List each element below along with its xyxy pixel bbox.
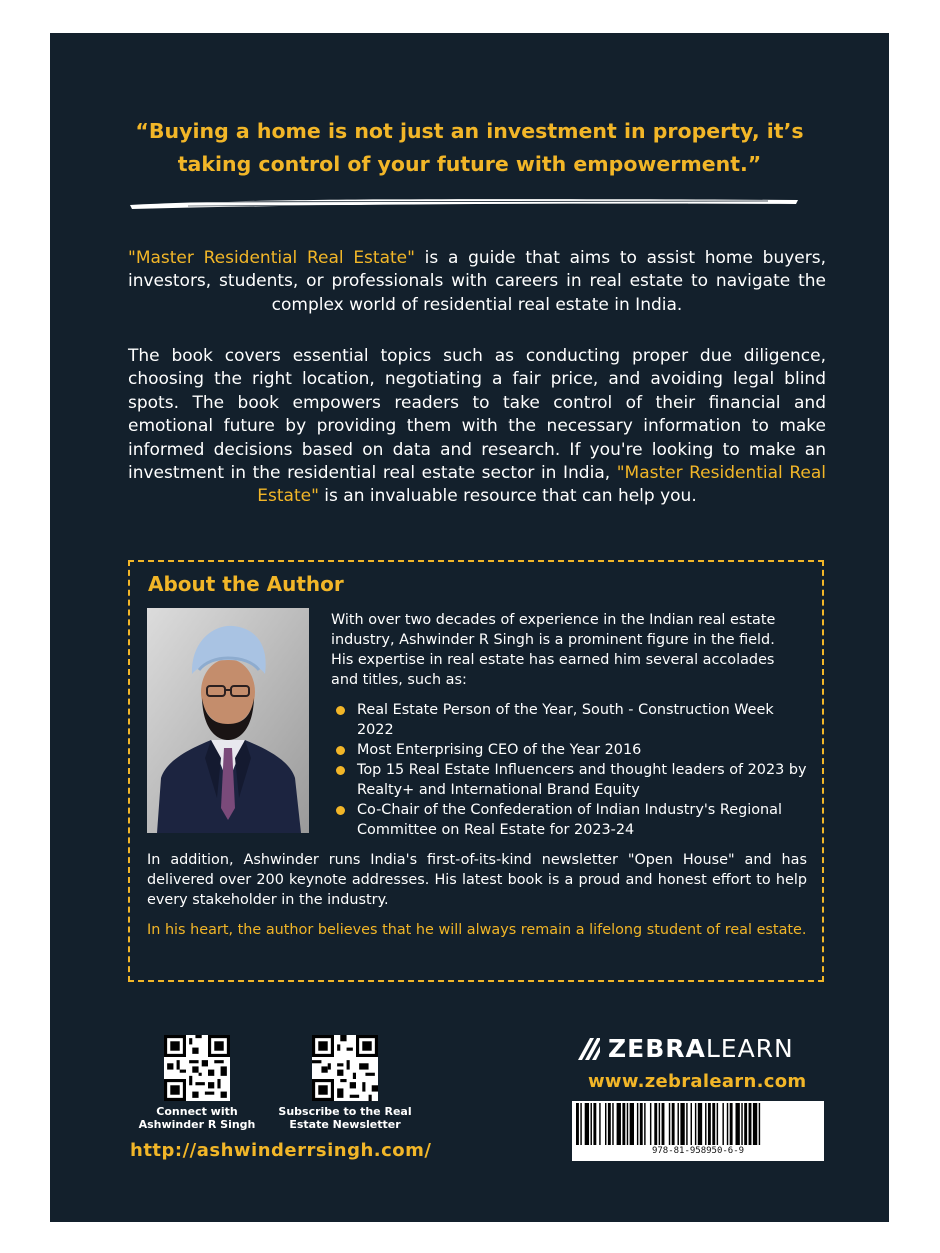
barcode-bar — [650, 1103, 651, 1145]
publisher-name-bold: ZEBRA — [608, 1034, 706, 1063]
barcode-bar — [730, 1103, 733, 1145]
barcode-bar — [717, 1103, 718, 1145]
accolades-list — [331, 700, 807, 840]
quote-line-2: taking control of your future with empowerment.” — [177, 152, 762, 176]
barcode-bar — [659, 1103, 660, 1145]
barcode-bar — [744, 1103, 747, 1145]
barcode-bar — [749, 1103, 752, 1145]
about-author-box — [128, 560, 824, 982]
topics-paragraph — [128, 345, 826, 509]
barcode-bar — [695, 1103, 696, 1145]
barcode-bar — [705, 1103, 706, 1145]
barcode-bar — [698, 1103, 702, 1145]
list-item: Most Enterprising CEO of the Year 2016 — [331, 740, 807, 760]
barcode-bar — [612, 1103, 613, 1145]
qr-caption-connect: Connect with Ashwinder R Singh — [138, 1105, 256, 1131]
barcode-bar — [640, 1103, 643, 1145]
list-item: Top 15 Real Estate Influencers and thought leaders of 2023 by Realty+ and International Brand Equity — [331, 760, 807, 800]
barcode-bar — [708, 1103, 711, 1145]
barcode-bar — [669, 1103, 670, 1145]
list-item: Co-Chair of the Confederation of Indian Industry's Regional Committee on Real Estate for 2023-24 — [331, 800, 807, 840]
bullet-dot-icon — [336, 746, 345, 755]
barcode-bars — [572, 1103, 824, 1147]
about-author-heading: About the Author — [148, 572, 344, 596]
barcode-bar — [605, 1103, 606, 1145]
intro-text: is a guide that aims to assist home buyers, investors, students, or professionals with careers in real estate to navigate the complex world of residential real estate in India. — [128, 248, 826, 315]
barcode-bar — [727, 1103, 728, 1145]
qr-code-icon[interactable] — [164, 1035, 230, 1101]
zebra-stripes-icon — [578, 1038, 600, 1060]
list-item: Real Estate Person of the Year, South - Construction Week 2022 — [331, 700, 807, 740]
barcode-bar — [585, 1103, 589, 1145]
barcode-bar — [637, 1103, 638, 1145]
intro-paragraph — [128, 247, 826, 317]
barcode-bar — [599, 1103, 600, 1145]
topics-tail: is an invaluable resource that can help you. — [318, 486, 697, 507]
barcode-bar — [722, 1103, 723, 1145]
quote-line-1: “Buying a home is not just an investment in property, it’s — [135, 119, 804, 143]
barcode-bar — [622, 1103, 625, 1145]
brush-stroke-divider — [128, 195, 800, 211]
author-intro: With over two decades of experience in the Indian real estate industry, Ashwinder R Singh is a prominent figure in the field. His expertise in real estate has earned him several accolades and titles, such as: — [331, 612, 776, 688]
barcode-bar — [627, 1103, 628, 1145]
barcode-bar — [680, 1103, 684, 1145]
barcode — [572, 1101, 824, 1161]
barcode-bar — [753, 1103, 757, 1145]
isbn-number: 978-81-958950-6-9 — [651, 1146, 745, 1156]
bullet-dot-icon — [336, 766, 345, 775]
qr-code-icon[interactable] — [312, 1035, 378, 1101]
barcode-bar — [759, 1103, 760, 1145]
topics-text: The book covers essential topics such as conducting proper due diligence, choosing the right location, negotiating a fair price, and avoiding legal blind spots. The book empowers readers to take control of their financial and emotional future by providing them with the necessary information to make informed decisions based on data and research. If you're looking to make an investment in the residential real estate sector in India, — [128, 346, 826, 484]
barcode-bar — [576, 1103, 579, 1145]
bullet-dot-icon — [336, 706, 345, 715]
barcode-bar — [691, 1103, 692, 1145]
bullet-dot-icon — [336, 806, 345, 815]
barcode-bar — [591, 1103, 592, 1145]
publisher-name-light: LEARN — [705, 1034, 794, 1063]
book-back-cover — [50, 33, 889, 1222]
pull-quote — [90, 115, 849, 181]
barcode-bar — [580, 1103, 581, 1145]
barcode-bar — [672, 1103, 675, 1145]
barcode-bar — [630, 1103, 634, 1145]
book-title-ref-2: "Master Residential Real Estate" — [257, 463, 826, 507]
author-website-link[interactable]: http://ashwinderrsingh.com/ — [130, 1140, 432, 1161]
publisher-logo — [578, 1034, 794, 1063]
barcode-bar — [662, 1103, 665, 1145]
author-closing: In his heart, the author believes that he will always remain a lifelong student of real estate. — [147, 922, 807, 938]
barcode-bar — [678, 1103, 679, 1145]
book-title-ref: "Master Residential Real Estate" — [128, 248, 415, 268]
qr-caption-newsletter: Subscribe to the Real Estate Newsletter — [278, 1105, 412, 1131]
barcode-bar — [712, 1103, 715, 1145]
barcode-bar — [736, 1103, 740, 1145]
author-photo — [147, 608, 309, 833]
barcode-bar — [617, 1103, 621, 1145]
barcode-bar — [686, 1103, 687, 1145]
publisher-website-link[interactable]: www.zebralearn.com — [588, 1071, 807, 1092]
barcode-bar — [608, 1103, 611, 1145]
barcode-bar — [644, 1103, 645, 1145]
barcode-bar — [654, 1103, 657, 1145]
barcode-bar — [593, 1103, 596, 1145]
barcode-bar — [741, 1103, 742, 1145]
author-addition: In addition, Ashwinder runs India's first-of-its-kind newsletter "Open House" and has delivered over 200 keynote addresses. His latest book is a proud and honest effort to help every stakeholder in the industry. — [147, 852, 807, 908]
